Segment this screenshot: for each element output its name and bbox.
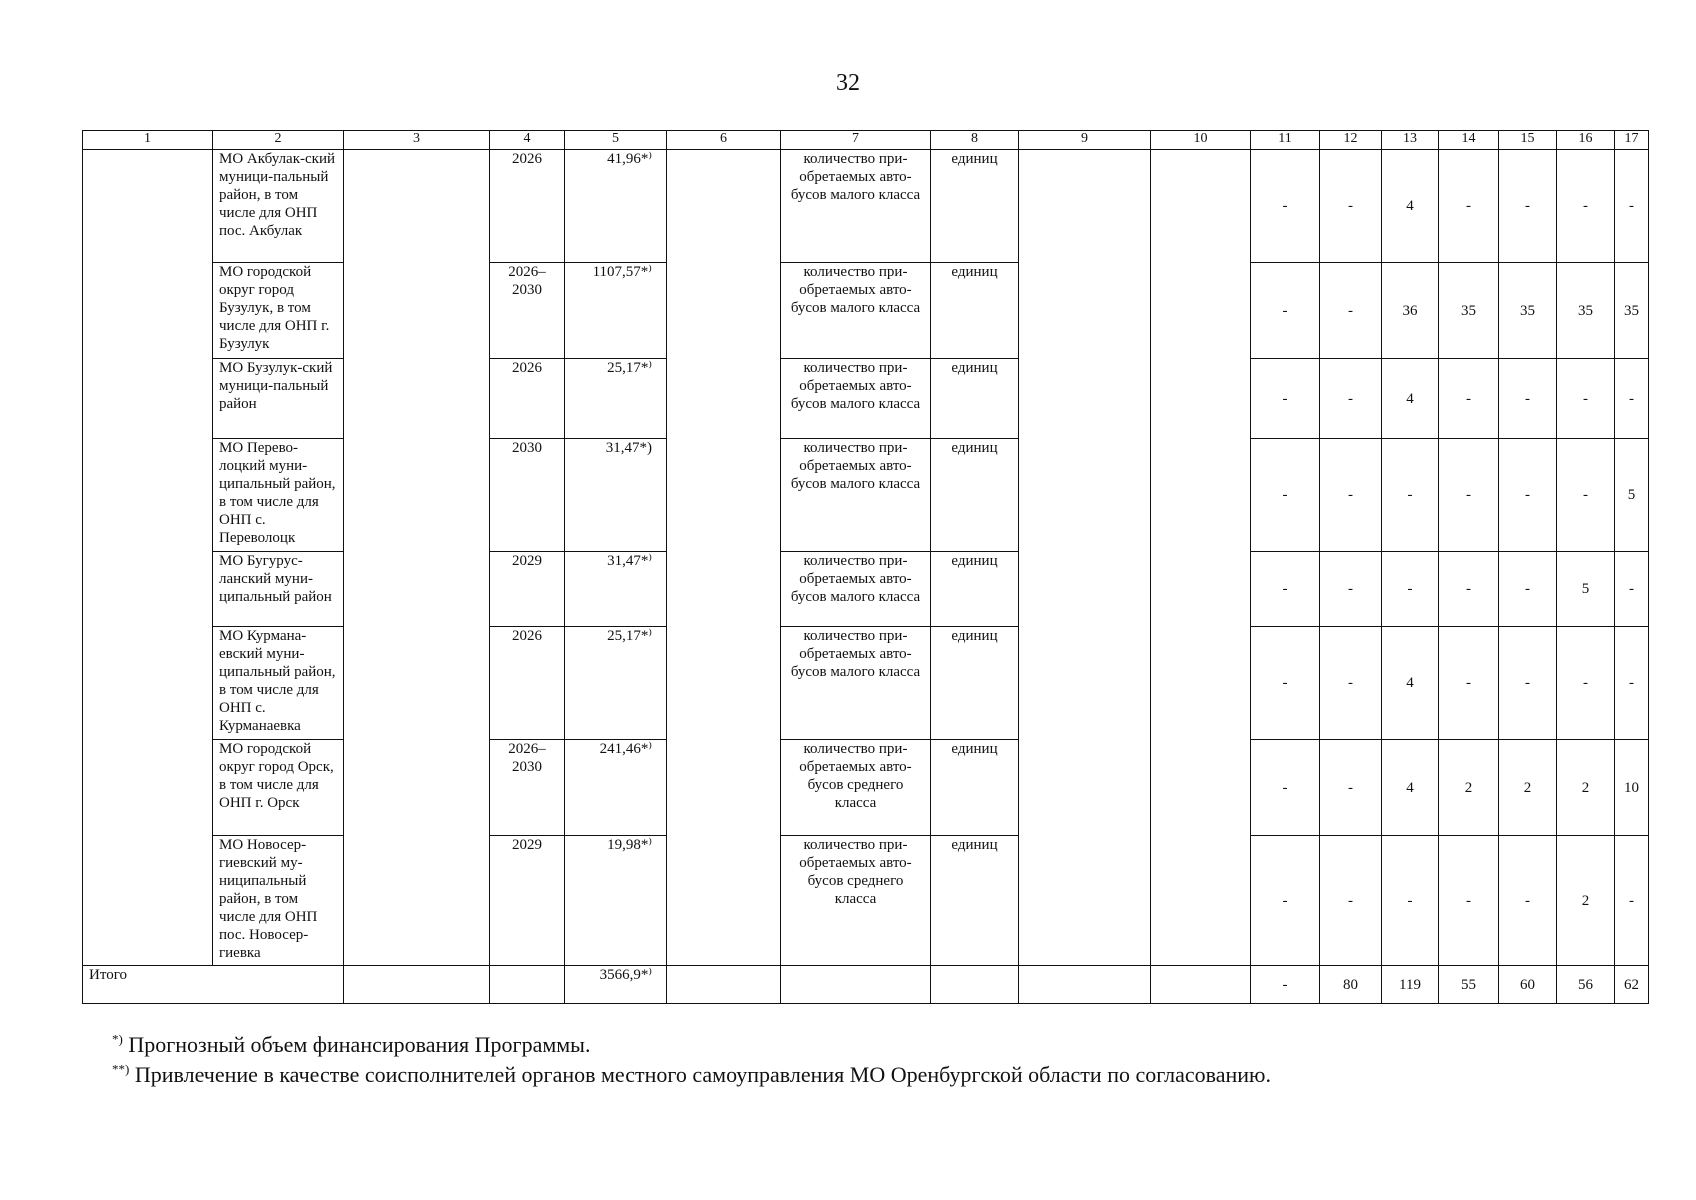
- total-row: [83, 966, 1649, 1004]
- value-cell: 35: [1557, 263, 1615, 359]
- years-cell: 2029: [490, 552, 565, 627]
- funding-cell: 31,47*): [565, 439, 667, 552]
- header-cell: 13: [1382, 131, 1439, 150]
- value-cell: -: [1615, 150, 1649, 263]
- value-cell: -: [1499, 359, 1557, 439]
- indicator-cell: количество при-обретаемых авто-бусов среднего класса: [781, 836, 931, 966]
- header-cell: 16: [1557, 131, 1615, 150]
- page-number: 32: [836, 70, 860, 96]
- value-cell: 35: [1439, 263, 1499, 359]
- empty-cell: [931, 966, 1019, 1004]
- value-cell: -: [1439, 439, 1499, 552]
- years-cell: 2026–2030: [490, 740, 565, 836]
- value-cell: -: [1499, 627, 1557, 740]
- total-funding: 3566,9*⁾: [565, 966, 667, 1004]
- program-table: [82, 130, 1649, 1004]
- value-cell: 10: [1615, 740, 1649, 836]
- funding-cell: 241,46*⁾: [565, 740, 667, 836]
- footnote-mark: **): [112, 1061, 130, 1077]
- value-cell: 4: [1382, 359, 1439, 439]
- municipality-name: МО Курмана-евский муни-ципальный район, в том числе для ОНП с. Курманаевка: [213, 627, 344, 740]
- value-cell: -: [1251, 627, 1320, 740]
- value-cell: 2: [1499, 740, 1557, 836]
- header-cell: 8: [931, 131, 1019, 150]
- indicator-cell: количество при-обретаемых авто-бусов малого класса: [781, 552, 931, 627]
- table-row: [83, 836, 1649, 966]
- value-cell: -: [1320, 439, 1382, 552]
- municipality-name: МО Бугурус-ланский муни-ципальный район: [213, 552, 344, 627]
- empty-cell: [781, 966, 931, 1004]
- value-cell: -: [1615, 552, 1649, 627]
- value-cell: -: [1439, 836, 1499, 966]
- value-cell: -: [1499, 150, 1557, 263]
- municipality-name: МО Новосер-гиевский му-ниципальный район, в том числе для ОНП пос. Новосер-гиевка: [213, 836, 344, 966]
- value-cell: -: [1439, 359, 1499, 439]
- years-cell: 2029: [490, 836, 565, 966]
- value-cell: -: [1557, 439, 1615, 552]
- municipality-name: МО Акбулак-ский муници-пальный район, в том числе для ОНП пос. Акбулак: [213, 150, 344, 263]
- header-cell: 15: [1499, 131, 1557, 150]
- total-value-cell: -: [1251, 966, 1320, 1004]
- funding-cell: 31,47*⁾: [565, 552, 667, 627]
- header-cell: 4: [490, 131, 565, 150]
- total-value-cell: 55: [1439, 966, 1499, 1004]
- value-cell: 4: [1382, 740, 1439, 836]
- funding-cell: 19,98*⁾: [565, 836, 667, 966]
- total-value-cell: 62: [1615, 966, 1649, 1004]
- value-cell: 4: [1382, 627, 1439, 740]
- header-cell: 12: [1320, 131, 1382, 150]
- header-cell: 5: [565, 131, 667, 150]
- value-cell: -: [1439, 627, 1499, 740]
- total-value-cell: 56: [1557, 966, 1615, 1004]
- unit-cell: единиц: [931, 627, 1019, 740]
- value-cell: 5: [1557, 552, 1615, 627]
- value-cell: 35: [1499, 263, 1557, 359]
- years-cell: 2030: [490, 439, 565, 552]
- footnotes: [112, 1030, 1612, 1090]
- funding-cell: 41,96*⁾: [565, 150, 667, 263]
- value-cell: -: [1320, 627, 1382, 740]
- indicator-cell: количество при-обретаемых авто-бусов малого класса: [781, 359, 931, 439]
- municipality-name: МО городской округ город Бузулук, в том числе для ОНП г. Бузулук: [213, 263, 344, 359]
- header-cell: 17: [1615, 131, 1649, 150]
- header-cell: 14: [1439, 131, 1499, 150]
- municipality-name: МО Бузулук-ский муници-пальный район: [213, 359, 344, 439]
- unit-cell: единиц: [931, 263, 1019, 359]
- table-row: [83, 263, 1649, 359]
- header-cell: 9: [1019, 131, 1151, 150]
- empty-cell: [490, 966, 565, 1004]
- empty-cell: [344, 966, 490, 1004]
- table-row: [83, 627, 1649, 740]
- header-cell: 10: [1151, 131, 1251, 150]
- header-cell: 3: [344, 131, 490, 150]
- total-value-cell: 60: [1499, 966, 1557, 1004]
- footnote-mark: *): [112, 1031, 123, 1047]
- table-row: [83, 359, 1649, 439]
- value-cell: -: [1557, 150, 1615, 263]
- years-cell: 2026: [490, 150, 565, 263]
- table-row: [83, 740, 1649, 836]
- header-cell: 7: [781, 131, 931, 150]
- total-value-cell: 119: [1382, 966, 1439, 1004]
- indicator-cell: количество при-обретаемых авто-бусов среднего класса: [781, 740, 931, 836]
- municipality-name: МО Перево-лоцкий муни-ципальный район, в том числе для ОНП с. Переволоцк: [213, 439, 344, 552]
- col3-merged-cell: [344, 150, 490, 966]
- value-cell: -: [1251, 740, 1320, 836]
- unit-cell: единиц: [931, 359, 1019, 439]
- col9-merged-cell: [1019, 150, 1151, 966]
- value-cell: -: [1251, 439, 1320, 552]
- table-body: [83, 131, 1649, 1004]
- value-cell: -: [1320, 263, 1382, 359]
- table-row: [83, 552, 1649, 627]
- funding-cell: 25,17*⁾: [565, 627, 667, 740]
- value-cell: 2: [1557, 836, 1615, 966]
- empty-cell: [1151, 966, 1251, 1004]
- indicator-cell: количество при-обретаемых авто-бусов малого класса: [781, 263, 931, 359]
- footnote-text: Прогнозный объем финансирования Программы.: [122, 1032, 591, 1057]
- total-label: Итого: [83, 966, 344, 1004]
- value-cell: 5: [1615, 439, 1649, 552]
- header-cell: 6: [667, 131, 781, 150]
- value-cell: -: [1615, 836, 1649, 966]
- value-cell: -: [1320, 836, 1382, 966]
- indicator-cell: количество при-обретаемых авто-бусов малого класса: [781, 150, 931, 263]
- footnote: [112, 1060, 1612, 1090]
- value-cell: -: [1499, 439, 1557, 552]
- col6-merged-cell: [667, 150, 781, 966]
- value-cell: -: [1251, 359, 1320, 439]
- unit-cell: единиц: [931, 836, 1019, 966]
- years-cell: 2026: [490, 627, 565, 740]
- value-cell: -: [1557, 359, 1615, 439]
- col1-merged-cell: [83, 150, 213, 966]
- value-cell: -: [1251, 552, 1320, 627]
- value-cell: -: [1557, 627, 1615, 740]
- header-row: [83, 131, 1649, 150]
- header-cell: 1: [83, 131, 213, 150]
- years-cell: 2026–2030: [490, 263, 565, 359]
- empty-cell: [667, 966, 781, 1004]
- footnote-text: Привлечение в качестве соисполнителей органов местного самоуправления МО Оренбургской области по согласованию.: [129, 1062, 1271, 1087]
- value-cell: -: [1615, 359, 1649, 439]
- value-cell: 35: [1615, 263, 1649, 359]
- funding-cell: 25,17*⁾: [565, 359, 667, 439]
- value-cell: 2: [1439, 740, 1499, 836]
- indicator-cell: количество при-обретаемых авто-бусов малого класса: [781, 439, 931, 552]
- value-cell: -: [1320, 150, 1382, 263]
- footnote: [112, 1030, 1612, 1060]
- value-cell: 4: [1382, 150, 1439, 263]
- value-cell: -: [1439, 552, 1499, 627]
- col10-merged-cell: [1151, 150, 1251, 966]
- years-cell: 2026: [490, 359, 565, 439]
- value-cell: -: [1499, 552, 1557, 627]
- value-cell: -: [1615, 627, 1649, 740]
- value-cell: -: [1251, 150, 1320, 263]
- value-cell: -: [1251, 263, 1320, 359]
- unit-cell: единиц: [931, 150, 1019, 263]
- value-cell: -: [1320, 552, 1382, 627]
- total-value-cell: 80: [1320, 966, 1382, 1004]
- value-cell: 2: [1557, 740, 1615, 836]
- value-cell: -: [1251, 836, 1320, 966]
- value-cell: -: [1439, 150, 1499, 263]
- funding-cell: 1107,57*⁾: [565, 263, 667, 359]
- unit-cell: единиц: [931, 439, 1019, 552]
- indicator-cell: количество при-обретаемых авто-бусов малого класса: [781, 627, 931, 740]
- municipality-name: МО городской округ город Орск, в том числе для ОНП г. Орск: [213, 740, 344, 836]
- empty-cell: [1019, 966, 1151, 1004]
- unit-cell: единиц: [931, 740, 1019, 836]
- value-cell: -: [1382, 836, 1439, 966]
- table-row: [83, 439, 1649, 552]
- value-cell: -: [1320, 359, 1382, 439]
- unit-cell: единиц: [931, 552, 1019, 627]
- table-row: [83, 150, 1649, 263]
- value-cell: 36: [1382, 263, 1439, 359]
- header-cell: 2: [213, 131, 344, 150]
- value-cell: -: [1320, 740, 1382, 836]
- value-cell: -: [1499, 836, 1557, 966]
- value-cell: -: [1382, 439, 1439, 552]
- header-cell: 11: [1251, 131, 1320, 150]
- value-cell: -: [1382, 552, 1439, 627]
